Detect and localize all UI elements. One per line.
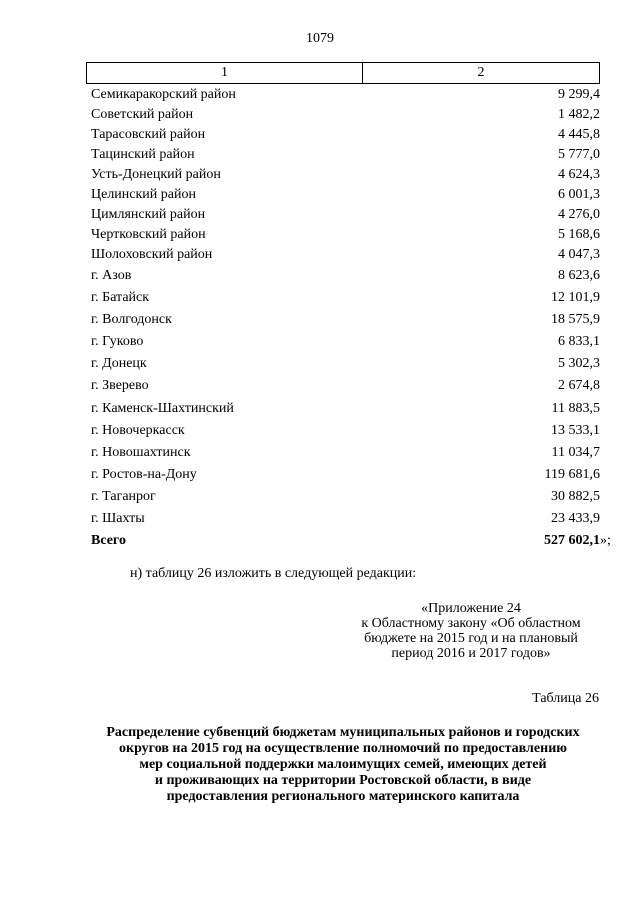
table-row — [91, 225, 600, 245]
row-name: г. Донецк — [91, 356, 147, 372]
row-name: г. Каменск-Шахтинский — [91, 400, 234, 416]
table-label: Таблица 26 — [532, 691, 599, 706]
appendix-line: «Приложение 24 — [421, 601, 521, 616]
appendix-line: бюджете на 2015 год и на плановый — [364, 631, 578, 646]
row-value: 8 623,6 — [558, 268, 600, 283]
table-row — [91, 331, 600, 353]
row-value: 18 575,9 — [551, 312, 600, 328]
table-row — [91, 245, 600, 265]
row-value: 4 445,8 — [558, 127, 600, 142]
table-row — [91, 287, 600, 309]
row-value: 6 833,1 — [558, 334, 600, 350]
row-name: г. Таганрог — [91, 488, 156, 504]
row-name: г. Волгодонск — [91, 312, 172, 328]
row-value: 30 882,5 — [551, 488, 600, 504]
table-row — [91, 353, 600, 375]
row-value: 13 533,1 — [551, 422, 600, 438]
table-row — [91, 85, 600, 105]
row-value: 5 302,3 — [558, 356, 600, 372]
row-name: г. Гуково — [91, 334, 144, 350]
row-name: Семикаракорский район — [91, 87, 236, 102]
row-name: г. Азов — [91, 268, 132, 283]
row-value: 119 681,6 — [544, 466, 600, 482]
table-row — [91, 265, 600, 287]
row-name: Шолоховский район — [91, 247, 213, 262]
row-value: 4 047,3 — [558, 247, 600, 262]
instruction-text: н) таблицу 26 изложить в следующей редакции: — [130, 566, 417, 581]
row-name: Тарасовский район — [91, 127, 206, 142]
row-name: Усть-Донецкий район — [91, 167, 221, 182]
table-row — [91, 205, 600, 225]
table-body — [91, 85, 611, 552]
row-value: 11 034,7 — [551, 444, 600, 460]
table-header-col-2: 2 — [477, 65, 485, 80]
row-value: 5 777,0 — [558, 147, 600, 162]
row-name: г. Зверево — [91, 378, 149, 394]
title-line: и проживающих на территории Ростовской области, в виде — [154, 773, 532, 788]
row-name: г. Батайск — [91, 290, 150, 306]
table-row — [91, 165, 600, 185]
appendix-line: к Областному закону «Об областном — [361, 616, 581, 631]
table-row — [91, 420, 600, 442]
row-value: 9 299,4 — [558, 87, 600, 102]
appendix-note — [340, 601, 602, 661]
row-value: 12 101,9 — [551, 290, 600, 306]
total-value: 527 602,1 — [544, 533, 600, 549]
table-row — [91, 486, 600, 508]
total-suffix: »; — [600, 533, 611, 549]
row-name: Тацинский район — [91, 147, 195, 162]
table-row — [91, 442, 600, 464]
row-name: Советский район — [91, 107, 194, 122]
table-row — [91, 145, 600, 165]
row-name: г. Шахты — [91, 511, 145, 527]
table-total-row — [91, 530, 611, 552]
table-row — [91, 185, 600, 205]
table-row — [91, 464, 600, 486]
row-value: 2 674,8 — [558, 378, 600, 394]
row-name: Цимлянский район — [91, 207, 206, 222]
table-row — [91, 309, 600, 331]
total-label: Всего — [91, 533, 126, 549]
table-row — [91, 398, 600, 420]
title-line: Распределение субвенций бюджетам муниципальных районов и городских — [106, 725, 580, 740]
table-header — [86, 62, 600, 84]
document-title — [78, 725, 608, 805]
table-row — [91, 375, 600, 397]
row-value: 23 433,9 — [551, 511, 600, 527]
row-name: г. Ростов-на-Дону — [91, 466, 197, 482]
table-row — [91, 105, 600, 125]
row-name: Чертковский район — [91, 227, 206, 242]
table-header-col-1: 1 — [87, 63, 363, 83]
row-value: 11 883,5 — [551, 400, 600, 416]
row-name: г. Новошахтинск — [91, 444, 191, 460]
title-line: мер социальной поддержки малоимущих семей, имеющих детей — [139, 757, 547, 772]
title-line: округов на 2015 год на осуществление полномочий по предоставлению — [119, 741, 567, 756]
table-row — [91, 125, 600, 145]
row-name: г. Новочеркасск — [91, 422, 185, 438]
row-value: 6 001,3 — [558, 187, 600, 202]
total-value-wrap — [544, 530, 611, 552]
row-value: 1 482,2 — [558, 107, 600, 122]
row-value: 4 276,0 — [558, 207, 600, 222]
page-number: 1079 — [306, 31, 334, 46]
row-name: Целинский район — [91, 187, 196, 202]
row-value: 4 624,3 — [558, 167, 600, 182]
appendix-line: период 2016 и 2017 годов» — [391, 646, 551, 661]
row-value: 5 168,6 — [558, 227, 600, 242]
title-line: предоставления регионального материнского капитала — [166, 789, 520, 804]
table-row — [91, 508, 600, 530]
